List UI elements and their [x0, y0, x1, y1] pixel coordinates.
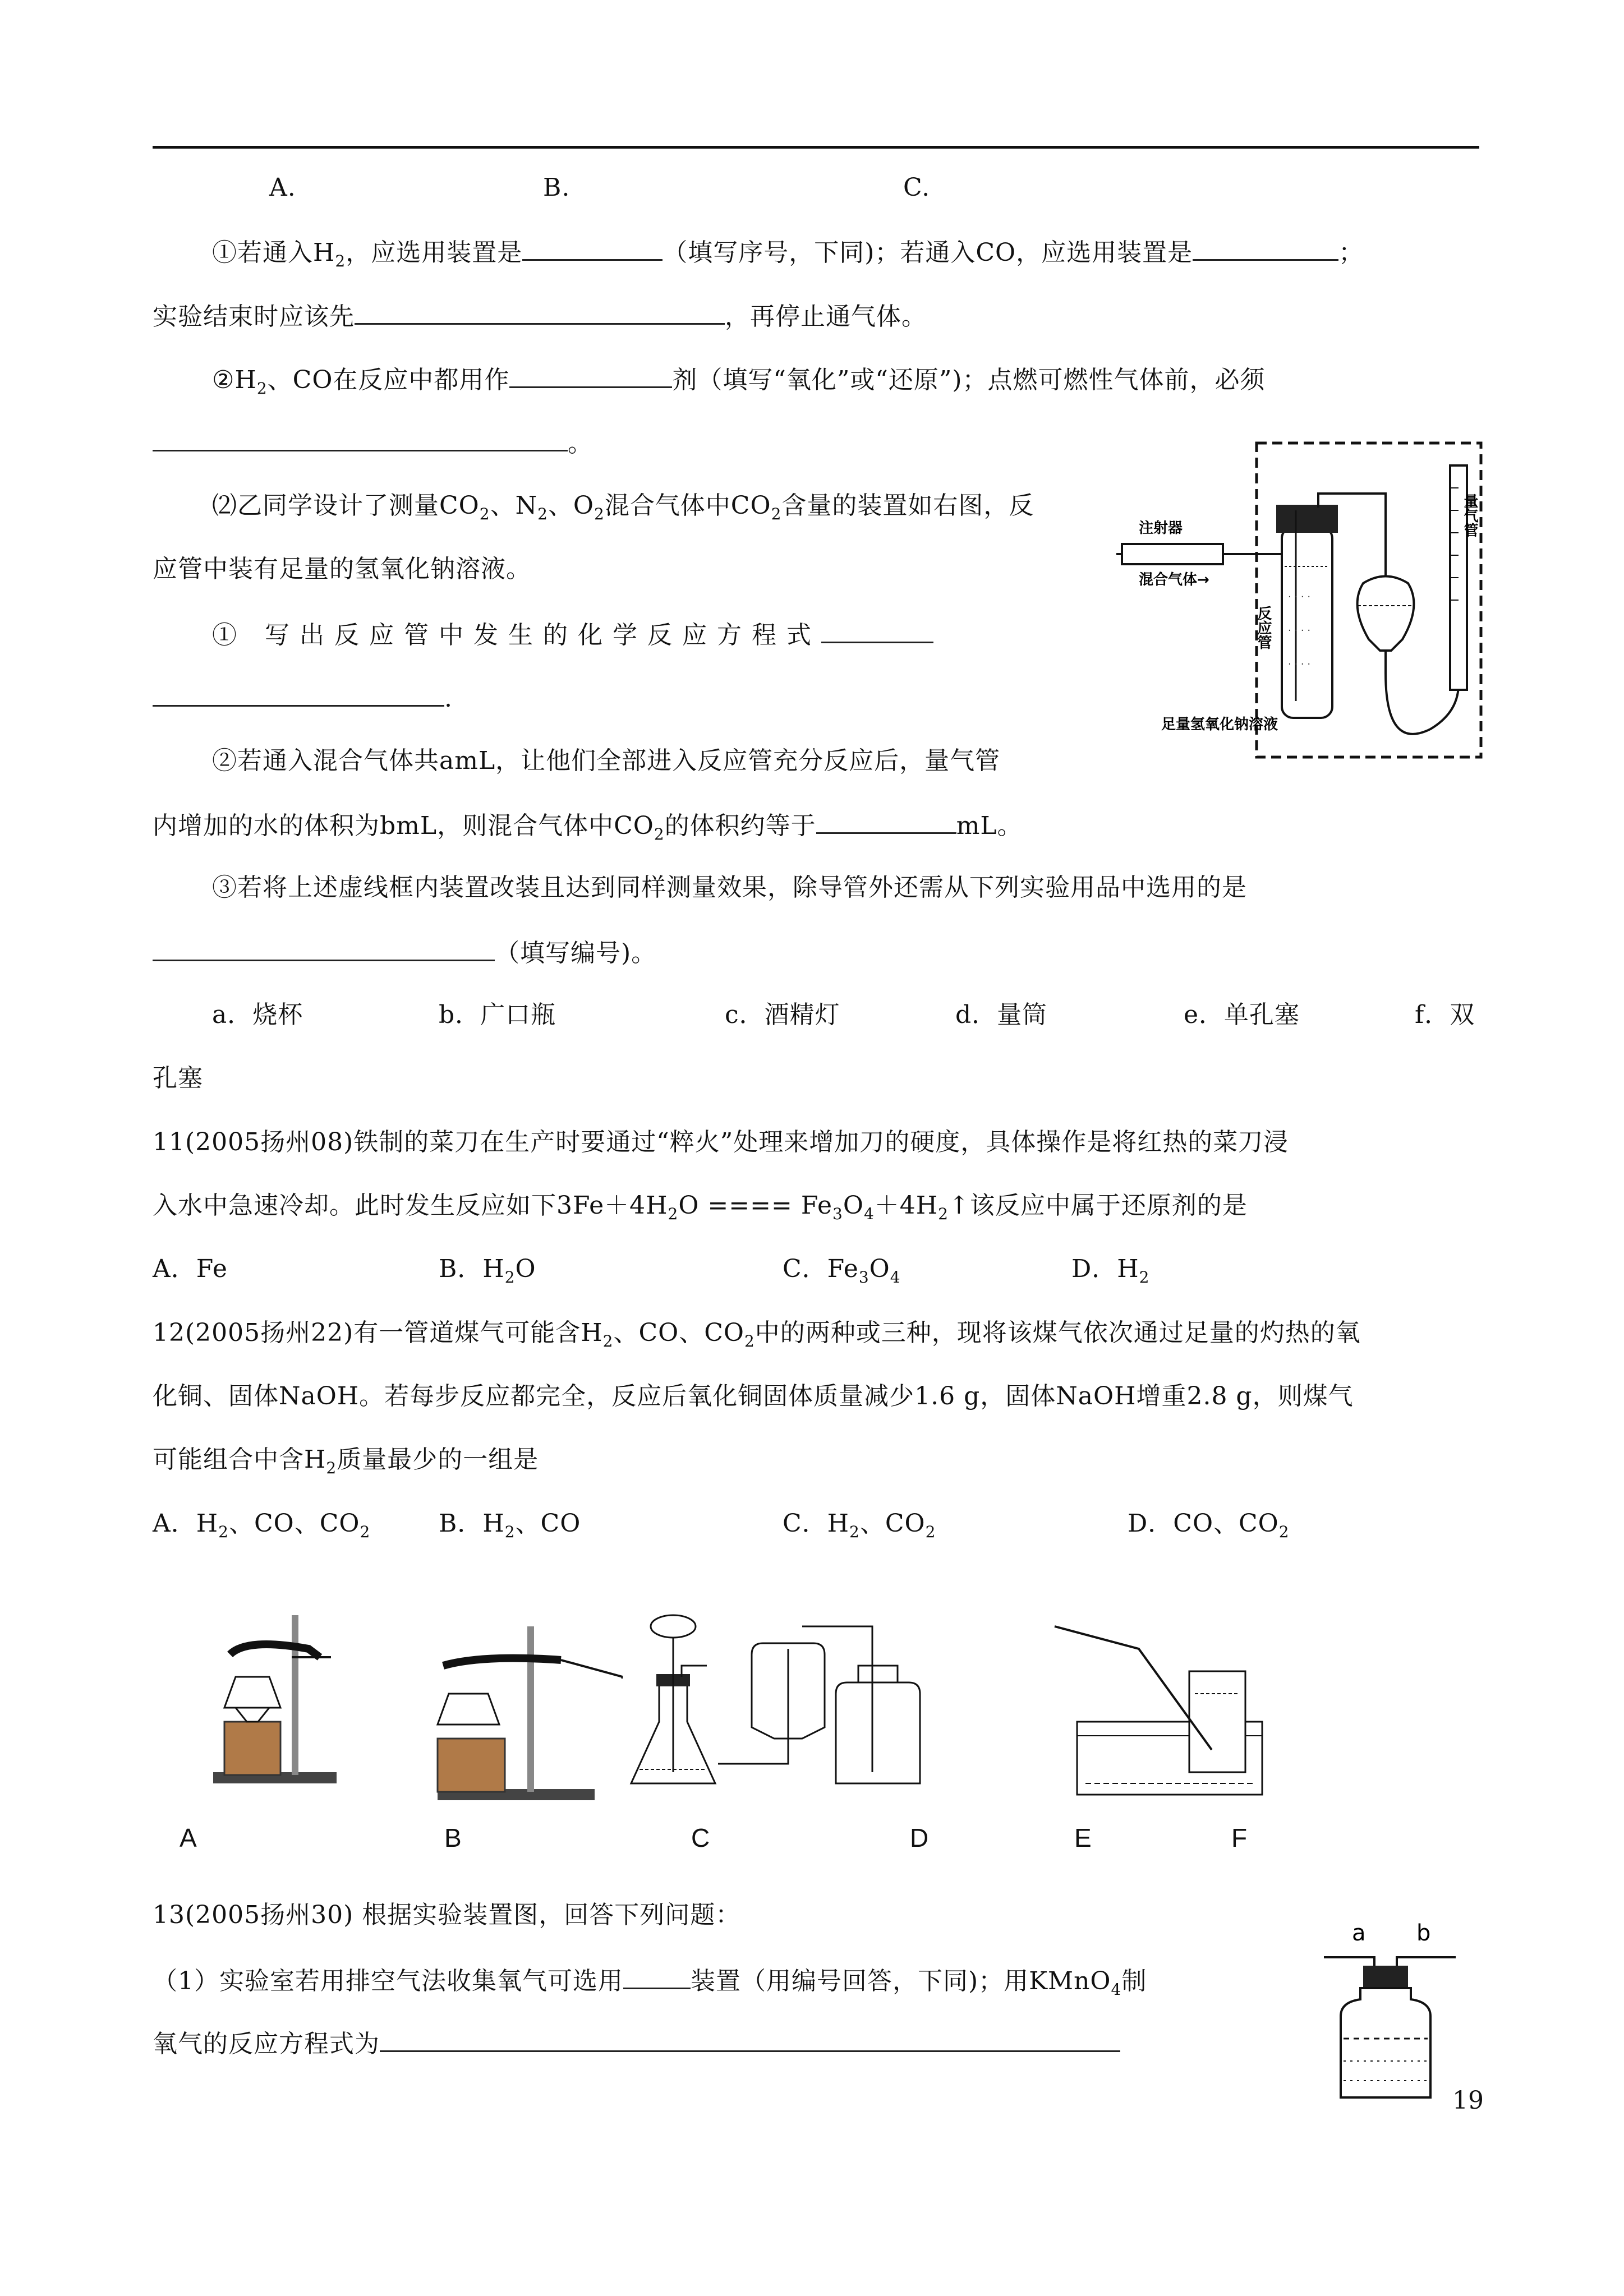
answer-blank[interactable]	[816, 808, 956, 834]
q13-line2: （1）实验室若用排空气法收集氧气可选用 装置（用编号回答，下同)；用KMnO$_4$制	[153, 1963, 1147, 2007]
svg-text:· · · ·: · · · ·	[1288, 591, 1311, 603]
q-part1-line3: $②H_2$、CO在反应中都用作 剂（填写“氧化”或“还原”)；点燃可燃性气体前，必须	[212, 362, 1266, 405]
q12-option-d: D．CO、$CO_2$	[1128, 1509, 1290, 1541]
svg-text:·: ·	[620, 1670, 624, 1686]
q13-line3: 氧气的反应方程式为	[153, 2026, 1120, 2061]
q-part2-line6: 内增加的水的体积为bmL，则混合气体中$CO_2$的体积约等于 mL。	[153, 808, 1023, 851]
apparatus-c	[631, 1615, 715, 1783]
answer-blank[interactable]	[509, 362, 672, 388]
answer-blank[interactable]	[355, 298, 725, 325]
q11-line1: 11(2005扬州08)铁制的菜刀在生产时要通过“粹火”处理来增加刀的硬度，具体操作是将红热的菜刀浸	[153, 1128, 1289, 1156]
answer-blank[interactable]	[623, 1963, 691, 1989]
supply-item-f: f．双	[1415, 1001, 1475, 1029]
option-b-label: B.	[543, 173, 571, 202]
apparatus-row	[202, 1604, 1268, 1817]
q-part2-line3: ① 写出反应管中发生的化学反应方程式	[212, 617, 933, 652]
leveling-funnel	[1358, 577, 1414, 651]
syringe-barrel	[1122, 544, 1223, 564]
gas-tube-label: 量气管	[1461, 494, 1478, 537]
supply-item-b: b．广口瓶	[439, 1001, 556, 1029]
answer-blank[interactable]	[153, 680, 444, 707]
tube-a-label: a	[1352, 1920, 1366, 1946]
q11-option-c: C．$Fe_3O_4$	[783, 1255, 901, 1287]
q-part2-line1: ⑵乙同学设计了测量$CO_2$、$N_2$、$O_2$混合气体中$CO_2$含量的装置如右图，反	[212, 491, 1034, 523]
q-part2-line5: ②若通入混合气体共amL，让他们全部进入反应管充分反应后，量气管	[212, 746, 1001, 775]
apparatus-label-f: F	[1231, 1823, 1248, 1852]
option-a-label: A.	[269, 173, 296, 202]
q-part1-line2: 实验结束时应该先 ，再停止通气体。	[153, 298, 927, 334]
stopper	[1276, 505, 1338, 533]
apparatus-label-d: D	[910, 1823, 929, 1852]
supply-item-c: c．酒精灯	[725, 1001, 840, 1029]
reaction-tube-label: 反应管	[1255, 606, 1272, 649]
apparatus-f	[1055, 1626, 1262, 1795]
svg-text:· · · ·: · · · ·	[1288, 625, 1311, 637]
tube-b-label: b	[1416, 1920, 1431, 1946]
reaction-tube	[1282, 527, 1332, 718]
option-c-label: C.	[903, 173, 931, 202]
page-number: 19	[1452, 2086, 1484, 2115]
q12-line3: 可能组合中含$H_2$质量最少的一组是	[153, 1445, 539, 1477]
supply-item-e: e．单孔塞	[1184, 1001, 1300, 1029]
apparatus-d	[718, 1643, 825, 1764]
apparatus-b	[438, 1626, 624, 1800]
q12-option-a: A．$H_2$、CO、$CO_2$	[153, 1509, 371, 1541]
q12-line1: 12(2005扬州22)有一管道煤气可能含$H_2$、CO、$CO_2$中的两种或三种，现将该煤气依次通过足量的灼热的氧	[153, 1318, 1361, 1350]
gas-washing-bottle-figure	[1318, 1918, 1459, 2103]
q-part2-line8: （填写编号)。	[153, 935, 656, 970]
apparatus-a	[213, 1615, 337, 1783]
answer-blank[interactable]	[821, 617, 933, 643]
apparatus-label-e: E	[1074, 1823, 1092, 1852]
naoh-label: 足量氢氧化钠溶液	[1161, 716, 1278, 733]
apparatus-label-a: A	[180, 1823, 197, 1852]
answer-blank[interactable]	[522, 234, 663, 261]
q11-option-b: B．$H_2O$	[439, 1255, 536, 1287]
apparatus-label-b: B	[444, 1823, 462, 1852]
answer-blank[interactable]	[153, 425, 568, 451]
answer-blank[interactable]	[153, 935, 495, 961]
supply-item-d: d．量筒	[955, 1001, 1048, 1029]
svg-text:· · · ·: · · · ·	[1288, 658, 1311, 670]
answer-blank[interactable]	[380, 2026, 1120, 2052]
q12-option-c: C．$H_2$、$CO_2$	[783, 1509, 936, 1541]
q13-line1: 13(2005扬州30) 根据实验装置图，回答下列问题：	[153, 1901, 741, 1929]
q-part1-line1: ①若通入$H_2$，应选用装置是 （填写序号，下同)；若通入CO，应选用装置是 ；	[212, 234, 1364, 278]
q-part2-line4: .	[153, 680, 453, 716]
q11-option-d: D．$H_2$	[1071, 1255, 1150, 1287]
supply-item-f-cont: 孔塞	[153, 1064, 203, 1092]
q12-option-b: B．$H_2$、CO	[439, 1509, 581, 1541]
answer-blank[interactable]	[1193, 234, 1338, 261]
q11-line2: 入水中急速冷却。此时发生反应如下$3Fe+4H_2O$ ==== $Fe_3O_4+4H_2↑$该反应中属于还原剂的是	[153, 1191, 1248, 1223]
co2-measurement-figure	[1116, 437, 1487, 763]
header-rule	[153, 146, 1479, 149]
q12-line2: 化铜、固体NaOH。若每步反应都完全，反应后氧化铜固体质量减少1.6 g，固体NaOH增重2.8 g，则煤气	[153, 1382, 1354, 1410]
q-part1-line4: 。	[153, 425, 593, 460]
q11-option-a: A．Fe	[153, 1255, 228, 1283]
q-part2-line2: 应管中装有足量的氢氧化钠溶液。	[153, 555, 531, 583]
supply-item-a: a．烧杯	[212, 1001, 303, 1029]
mixed-gas-label: 混合气体→	[1139, 571, 1209, 588]
apparatus-label-c: C	[691, 1823, 710, 1852]
q-part2-line7: ③若将上述虚线框内装置改装且达到同样测量效果，除导管外还需从下列实验用品中选用的是	[212, 873, 1247, 902]
syringe-label: 注射器	[1139, 520, 1183, 537]
